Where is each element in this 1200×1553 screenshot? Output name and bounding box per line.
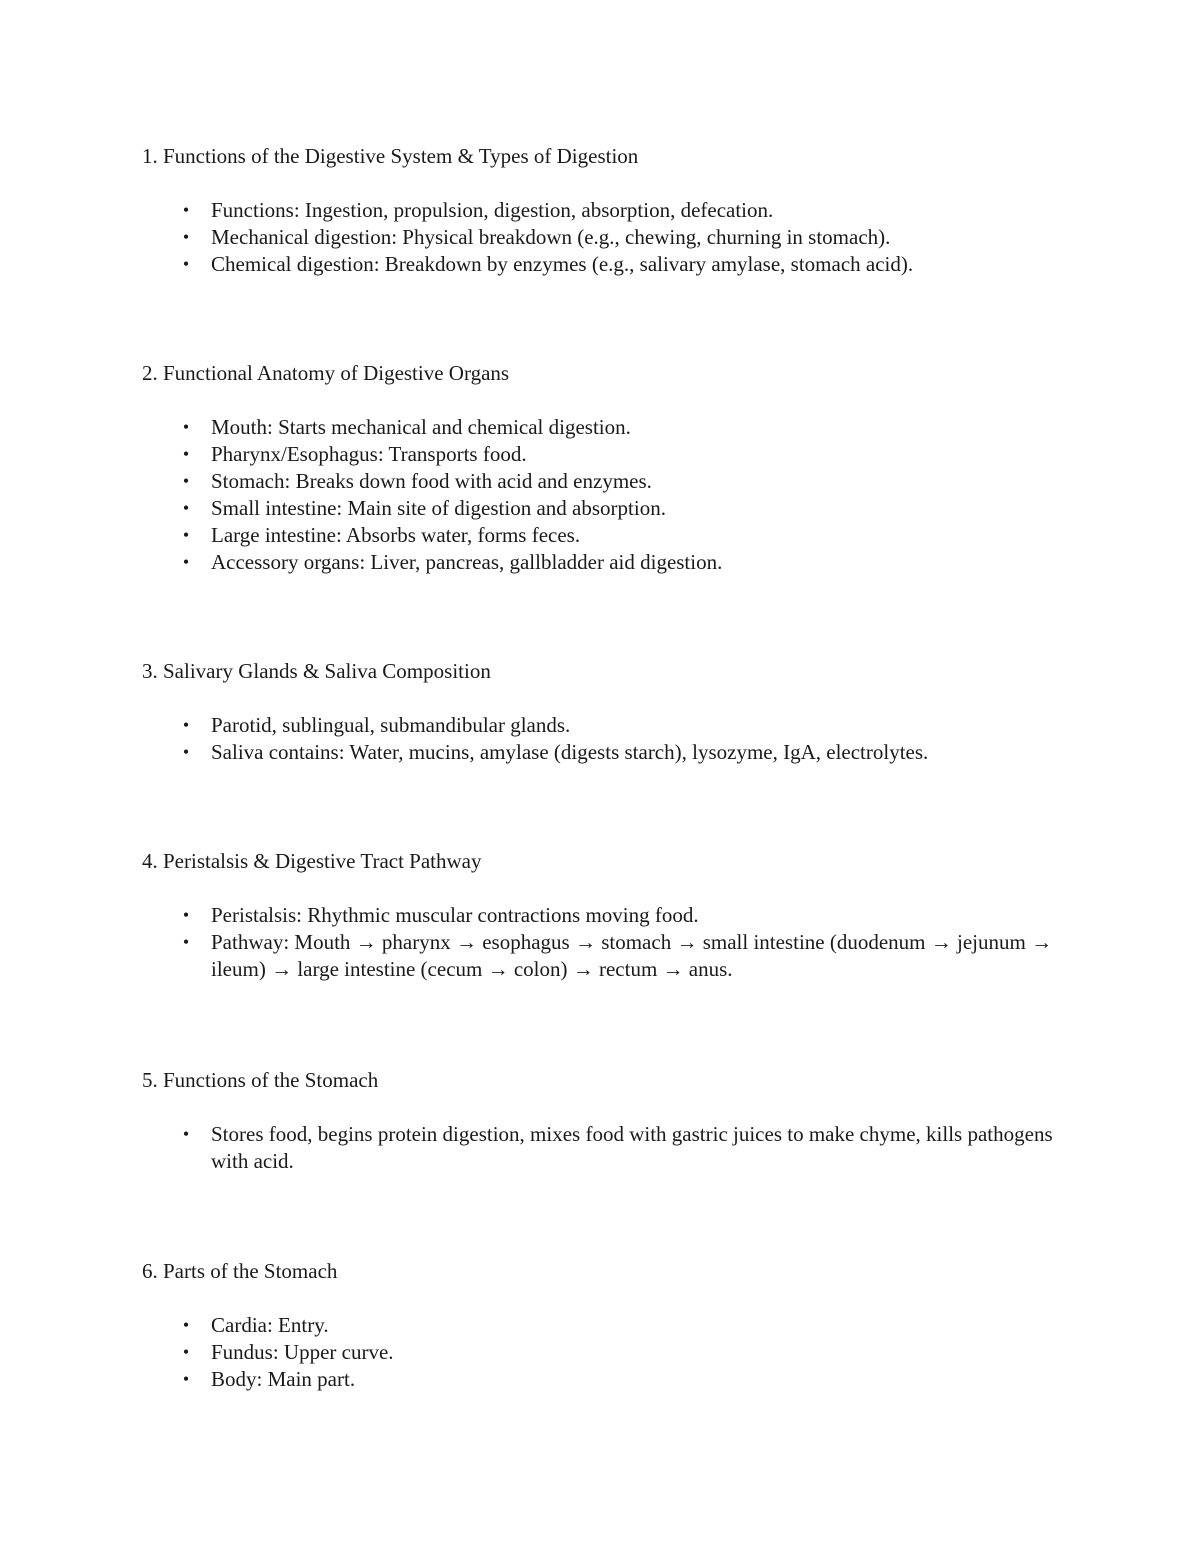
bullet-icon: • [182, 200, 190, 220]
list-item-text: Stomach: Breaks down food with acid and enzymes. [211, 469, 652, 493]
list-item-text: Fundus: Upper curve. [211, 1340, 394, 1364]
list-item [142, 197, 1082, 224]
bullet-list [142, 712, 1082, 766]
section-heading: 2. Functional Anatomy of Digestive Organs [142, 361, 510, 385]
section-6 [142, 1258, 1082, 1393]
bullet-icon: • [182, 1315, 190, 1335]
list-item-text: Peristalsis: Rhythmic muscular contractions moving food. [211, 903, 699, 927]
list-item [142, 1366, 1082, 1393]
bullet-icon: • [182, 905, 190, 925]
list-item-text: Pathway: Mouth → pharynx → esophagus → stomach → small intestine (duodenum → jejunum → ileum) → large intestine (cecum → colon) → rectum → anus. [211, 930, 1053, 981]
bullet-icon: • [182, 417, 190, 437]
bullet-icon: • [182, 1342, 190, 1362]
section-heading: 3. Salivary Glands & Saliva Composition [142, 659, 491, 683]
section-3 [142, 658, 1082, 766]
section-heading: 4. Peristalsis & Digestive Tract Pathway [142, 849, 482, 873]
list-item [142, 251, 1082, 278]
section-heading: 5. Functions of the Stomach [142, 1068, 379, 1092]
list-item-text: Pharynx/Esophagus: Transports food. [211, 442, 527, 466]
list-item-text: Chemical digestion: Breakdown by enzymes (e.g., salivary amylase, stomach acid). [211, 252, 914, 276]
list-item [142, 712, 1082, 739]
bullet-icon: • [182, 471, 190, 491]
list-item [142, 549, 1082, 576]
list-item [142, 468, 1082, 495]
list-item [142, 1312, 1082, 1339]
bullet-icon: • [182, 1369, 190, 1389]
list-item [142, 929, 1082, 983]
list-item [142, 739, 1082, 766]
list-item-text: Saliva contains: Water, mucins, amylase (digests starch), lysozyme, IgA, electrolytes. [211, 740, 929, 764]
list-item-text: Functions: Ingestion, propulsion, digestion, absorption, defecation. [211, 198, 774, 222]
list-item-text: Mouth: Starts mechanical and chemical digestion. [211, 415, 631, 439]
list-item-text: Stores food, begins protein digestion, mixes food with gastric juices to make chyme, kills pathogens with acid. [211, 1122, 1053, 1173]
list-item-text: Parotid, sublingual, submandibular glands. [211, 713, 571, 737]
bullet-list [142, 902, 1082, 983]
section-2 [142, 360, 1082, 576]
list-item [142, 1339, 1082, 1366]
list-item-text: Accessory organs: Liver, pancreas, gallbladder aid digestion. [211, 550, 723, 574]
bullet-icon: • [182, 227, 190, 247]
list-item-text: Mechanical digestion: Physical breakdown (e.g., chewing, churning in stomach). [211, 225, 891, 249]
bullet-icon: • [182, 932, 190, 952]
list-item-text: Large intestine: Absorbs water, forms feces. [211, 523, 581, 547]
bullet-icon: • [182, 444, 190, 464]
list-item [142, 902, 1082, 929]
bullet-icon: • [182, 742, 190, 762]
list-item [142, 1121, 1082, 1175]
bullet-icon: • [182, 254, 190, 274]
list-item [142, 495, 1082, 522]
bullet-list [142, 1121, 1082, 1175]
list-item [142, 522, 1082, 549]
bullet-icon: • [182, 1124, 190, 1144]
list-item-text: Small intestine: Main site of digestion and absorption. [211, 496, 666, 520]
list-item-text: Cardia: Entry. [211, 1313, 329, 1337]
bullet-icon: • [182, 552, 190, 572]
section-4 [142, 848, 1082, 983]
section-heading: 1. Functions of the Digestive System & Types of Digestion [142, 144, 639, 168]
bullet-icon: • [182, 525, 190, 545]
bullet-list [142, 197, 1082, 278]
list-item [142, 414, 1082, 441]
list-item-text: Body: Main part. [211, 1367, 356, 1391]
section-heading: 6. Parts of the Stomach [142, 1259, 338, 1283]
bullet-list [142, 414, 1082, 576]
list-item [142, 441, 1082, 468]
bullet-list [142, 1312, 1082, 1393]
section-1 [142, 143, 1082, 278]
bullet-icon: • [182, 715, 190, 735]
section-5 [142, 1067, 1082, 1175]
bullet-icon: • [182, 498, 190, 518]
list-item [142, 224, 1082, 251]
